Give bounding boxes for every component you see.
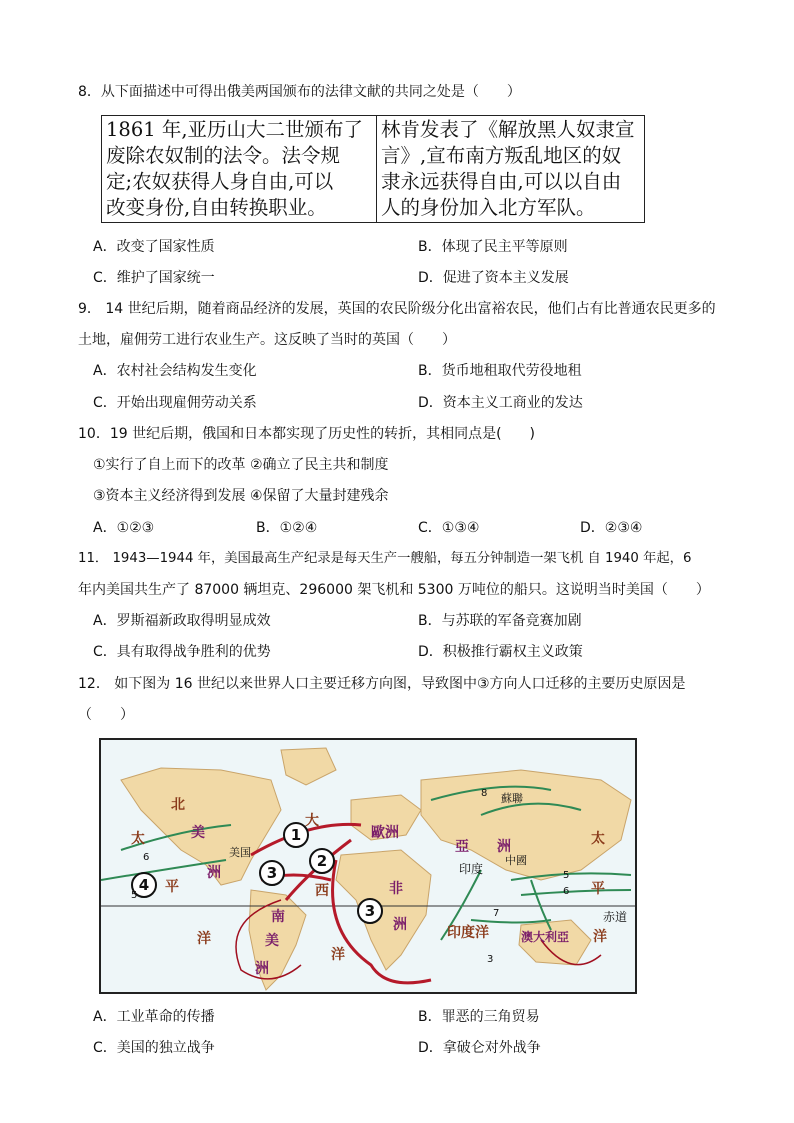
q12-option-b[interactable]: B．罪恶的三角贸易	[418, 1009, 540, 1025]
q8-option-d[interactable]: D．促进了资本主义发展	[418, 270, 569, 286]
q8-usa-cell	[377, 116, 645, 223]
map-label-tai: 太	[131, 831, 145, 847]
q8-option-b[interactable]: B．体现了民主平等原则	[418, 239, 568, 255]
greenland-land	[281, 748, 336, 785]
map-label-yang: 洋	[197, 931, 211, 947]
q9-stem-line2: 土地，雇佣劳工进行农业生产。这反映了当时的英国（ ）	[78, 332, 456, 348]
map-label-ping: 平	[165, 879, 179, 895]
map-label-equator: 赤道	[603, 910, 628, 924]
map-number-5-west: 5	[131, 890, 138, 901]
map-label-europe: 歐洲	[371, 825, 399, 841]
map-label-asia-zhou: 洲	[497, 839, 511, 855]
q8-right-line: 隶永远获得自由,可以以自由	[381, 170, 622, 193]
africa-land	[336, 850, 431, 970]
map-number-6-east: 6	[563, 886, 570, 897]
q12-option-d[interactable]: D．拿破仑对外战争	[418, 1040, 541, 1056]
q11-stem-line1: 11． 1943—1944 年，美国最高生产纪录是每天生产一艘船，每五分钟制造一架飞机 自 1940 年起，6	[78, 551, 692, 566]
q8-left-line: 改变身份,自由转换职业。	[106, 196, 327, 219]
q10-items-line1: ①实行了自上而下的改革 ②确立了民主共和制度	[93, 457, 389, 473]
map-label-india: 印度	[459, 862, 484, 876]
map-number-7: 7	[493, 908, 500, 919]
q10-option-a[interactable]: A．①②③	[93, 520, 155, 536]
migration-map	[99, 738, 637, 994]
map-label-yang-east: 洋	[593, 929, 607, 945]
q12-stem-line1: 12． 如下图为 16 世纪以来世界人口主要迁移方向图，导致图中③方向人口迁移的主要历史原因是	[78, 676, 686, 692]
map-label-north: 北	[171, 797, 185, 813]
map-circle-3-africa: 3	[357, 898, 383, 924]
q8-left-line: 废除农奴制的法令。法令规	[106, 144, 341, 167]
map-label-south-zhou: 洲	[255, 961, 269, 977]
q10-option-d[interactable]: D．②③④	[580, 520, 643, 536]
map-label-soviet: 蘇聯	[501, 792, 523, 805]
map-number-3: 3	[487, 954, 494, 965]
q11-option-c[interactable]: C．具有取得战争胜利的优势	[93, 644, 271, 660]
map-label-australia: 澳大利亞	[521, 930, 570, 944]
map-label-south: 南	[271, 909, 285, 925]
map-circle-2: 2	[309, 848, 335, 874]
arrow-pacific-east-2	[521, 890, 631, 895]
q10-option-b[interactable]: B．①②④	[256, 520, 318, 536]
map-label-china: 中國	[505, 854, 527, 867]
q10-option-c[interactable]: C．①③④	[418, 520, 480, 536]
q11-stem-line2: 年内美国共生产了 87000 辆坦克、296000 架飞机和 5300 万吨位的船只。这说明当时美国（ ）	[78, 582, 710, 598]
map-label-usa: 美国	[229, 846, 251, 859]
q8-stem: 8．从下面描述中可得出俄美两国颁布的法律文献的共同之处是（ ）	[78, 84, 521, 100]
map-label-mei: 美	[191, 825, 205, 841]
q11-option-d[interactable]: D．积极推行霸权主义政策	[418, 644, 583, 660]
q8-right-line: 人的身份加入北方军队。	[381, 196, 596, 219]
map-label-africa-fei: 非	[389, 881, 403, 897]
q8-left-line: 1861 年,亚历山大二世颁布了	[106, 118, 364, 141]
q8-document-table	[101, 115, 645, 223]
map-label-asia-ya: 亞	[455, 839, 469, 855]
map-circle-4: 4	[131, 872, 157, 898]
map-label-tai-east: 太	[591, 831, 605, 847]
q9-option-c[interactable]: C．开始出现雇佣劳动关系	[93, 395, 257, 411]
q9-option-a[interactable]: A．农村社会结构发生变化	[93, 363, 257, 379]
q11-option-a[interactable]: A．罗斯福新政取得明显成效	[93, 613, 271, 629]
map-label-africa-zhou: 洲	[393, 917, 407, 933]
map-number-5-east: 5	[563, 870, 570, 881]
map-label-zhou: 洲	[207, 865, 221, 881]
q8-option-c[interactable]: C．维护了国家统一	[93, 270, 215, 286]
q9-option-d[interactable]: D．资本主义工商业的发达	[418, 395, 583, 411]
q12-stem-line2: （ ）	[78, 707, 134, 723]
map-label-ping-east: 平	[591, 881, 605, 897]
q10-items-line2: ③资本主义经济得到发展 ④保留了大量封建残余	[93, 488, 389, 504]
map-circle-3-west: 3	[259, 860, 285, 886]
map-circle-1: 1	[283, 822, 309, 848]
q12-option-a[interactable]: A．工业革命的传播	[93, 1009, 215, 1025]
q11-option-b[interactable]: B．与苏联的军备竞赛加剧	[418, 613, 582, 629]
q9-stem-line1: 9． 14 世纪后期，随着商品经济的发展，英国的农民阶级分化出富裕农民，他们占有比普通农民更多的	[78, 301, 716, 317]
map-label-da: 大	[305, 813, 319, 829]
map-label-south-mei: 美	[265, 933, 279, 949]
q8-left-line: 定;农奴获得人身自由,可以	[106, 170, 334, 193]
q9-option-b[interactable]: B．货币地租取代劳役地租	[418, 363, 582, 379]
q8-right-line: 林肯发表了《解放黑人奴隶宣	[381, 118, 635, 141]
q8-russia-cell	[102, 116, 377, 223]
q8-option-a[interactable]: A．改变了国家性质	[93, 239, 215, 255]
q10-stem: 10．19 世纪后期，俄国和日本都实现了历史性的转折，其相同点是( )	[78, 426, 536, 442]
map-number-8: 8	[481, 788, 488, 799]
map-label-yang-2: 洋	[331, 947, 345, 963]
q12-option-c[interactable]: C．美国的独立战争	[93, 1040, 215, 1056]
q8-right-line: 言》,宣布南方叛乱地区的奴	[381, 144, 622, 167]
map-number-6-west: 6	[143, 852, 150, 863]
map-drawing	[101, 740, 635, 992]
map-label-xi: 西	[315, 883, 329, 899]
map-label-indian-ocean: 印度洋	[447, 925, 489, 941]
